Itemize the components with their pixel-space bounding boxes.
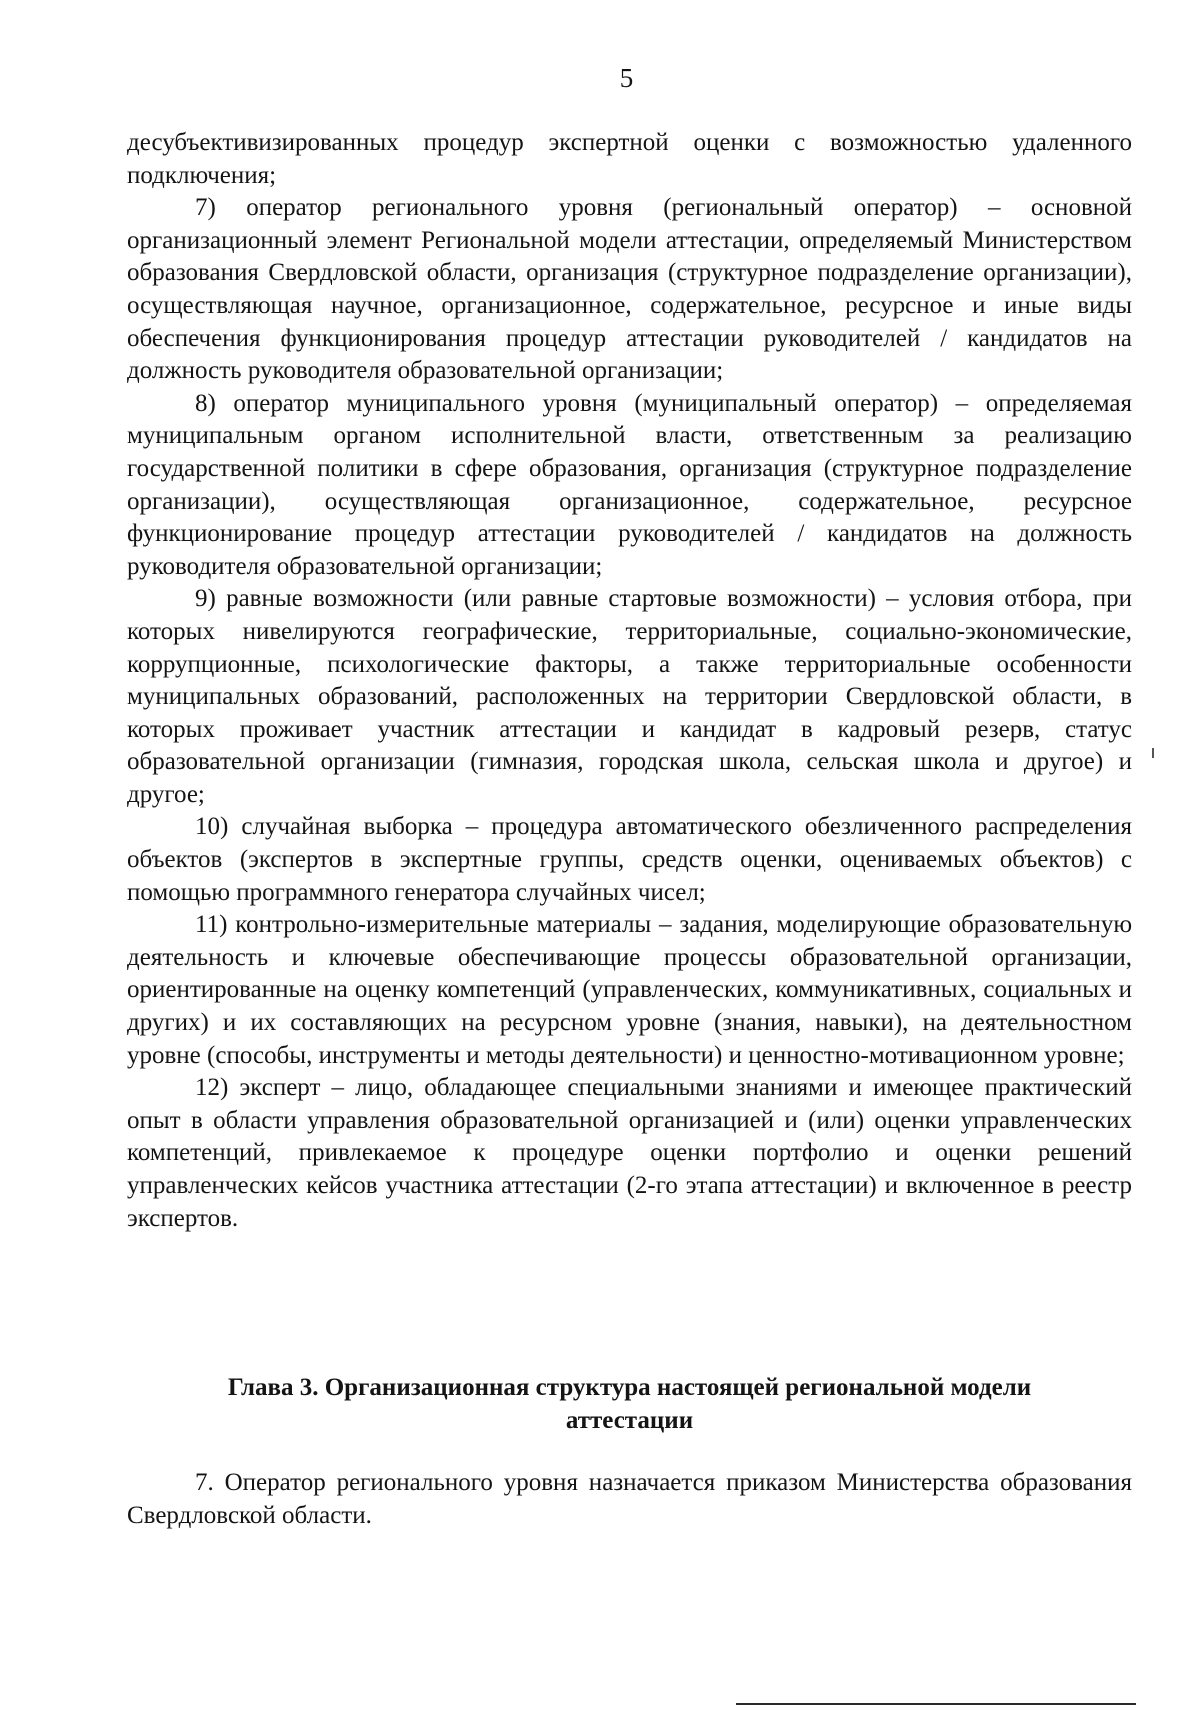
item-text: контрольно-измерительные материалы – задания, моделирующие образовательную деятельность и ключевые обеспечивающие процессы образовательной организации, ориентированные на оценку компетенций (управленческих, коммуникативных, социальных и других) и их составляющих на ресурсном уровне (знания, навыки), на деятельностном уровне (способы, инструменты и методы деятельности) и ценностно-мотивационном уровне; (127, 911, 1132, 1069)
definition-continuation (127, 127, 1132, 192)
item-text: равные возможности (или равные стартовые возможности) – условия отбора, при которых нивелируются географические, территориальные, социально-экономические, коррупционные, психологические факторы, а также территориальные особенности муниципальных образований, расположенных на территории Свердловской области, в которых проживает участник аттестации и кандидат в кадровый резерв, статус образовательной организации (гимназия, городская школа, сельская школа и другое) и другое; (127, 585, 1133, 808)
definition-item-9 (127, 583, 1132, 811)
paragraph-text: десубъективизированных процедур экспертной оценки с возможностью удаленного подключения; (127, 129, 1132, 189)
item-text: оператор муниципального уровня (муниципальный оператор) – определяемая муниципальным органом исполнительной власти, ответственным за реализацию государственной политики в сфере образования, организация (структурное подразделение организации), осуществляющая организационное, содержательное, ресурсное функционирование процедур аттестации руководителей / кандидатов на должность руководителя образовательной организации; (127, 389, 1133, 580)
item-number: 10) (195, 813, 229, 841)
definition-item-7 (127, 192, 1132, 388)
item-number: 11) (195, 911, 228, 939)
chapter-heading-line-1: Глава 3. Организационная структура настоящей региональной модели (227, 1374, 1032, 1401)
item-number: 8) (195, 389, 216, 417)
item-number: 7) (195, 194, 216, 222)
chapter-heading-line-2: аттестации (565, 1406, 694, 1434)
clause-number: 7. (195, 1469, 214, 1496)
item-number: 9) (195, 585, 216, 613)
item-text: случайная выборка – процедура автоматического обезличенного распределения объектов (экспертов в экспертные группы, средств оценки, оцениваемых объектов) с помощью программного генератора случайных чисел; (127, 813, 1132, 906)
chapter-heading (127, 1372, 1132, 1437)
page-number: 5 (619, 63, 634, 93)
definition-item-8 (127, 388, 1132, 584)
scan-artifact-mark (1152, 748, 1154, 758)
definition-item-10 (127, 811, 1132, 909)
definition-item-11 (127, 909, 1132, 1072)
definition-item-12 (127, 1072, 1132, 1235)
definitions-text (127, 127, 1132, 1235)
item-number: 12) (195, 1074, 229, 1102)
item-text: эксперт – лицо, обладающее специальными знаниями и имеющее практический опыт в области управления образовательной организацией и (или) оценки управленческих компетенций, привлекаемое к процедуре оценки портфолио и оценки решений управленческих кейсов участника аттестации (2-го этапа аттестации) и включенное в реестр экспертов. (127, 1074, 1132, 1232)
clause-7 (127, 1467, 1132, 1532)
item-text: оператор регионального уровня (региональный оператор) – основной организационный элемент Региональной модели аттестации, определяемый Министерством образования Свердловской области, организация (структурное подразделение организации), осуществляющая научное, организационное, содержательное, ресурсное и иные виды обеспечения функционирования процедур аттестации руководителей / кандидатов на должность руководителя образовательной организации; (127, 194, 1133, 385)
footer-rule (736, 1703, 1136, 1705)
clause-text: Оператор регионального уровня назначается приказом Министерства образования Свердловской области. (127, 1469, 1132, 1529)
